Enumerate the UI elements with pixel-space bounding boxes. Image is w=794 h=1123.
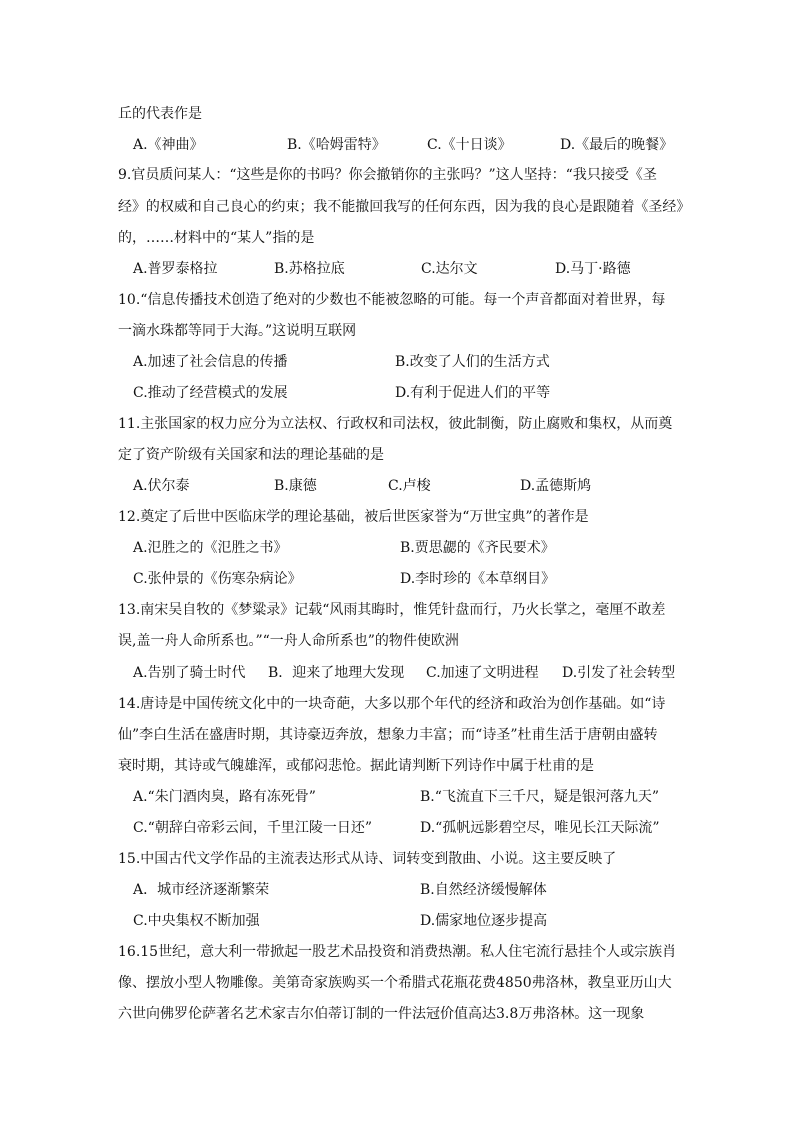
q15-option-a: A．城市经济逐渐繁荣: [133, 882, 270, 898]
q15-option-b: B.自然经济缓慢解体: [420, 882, 547, 898]
question-14-line-1: 14.唐诗是中国传统文化中的一块奇葩，大多以那个年代的经济和政治为创作基础。如“诗: [118, 696, 666, 712]
q8-option-a: A.《神曲》: [133, 137, 204, 153]
question-8-stem-end: 丘的代表作是: [118, 106, 202, 122]
q13-option-b: B．迎来了地理大发现: [268, 665, 405, 681]
q14-option-b: B.“飞流直下三千尺，疑是银河落九天”: [420, 789, 660, 805]
q10-option-b: B.改变了人们的生活方式: [395, 354, 550, 370]
question-10-line-2: 一滴水珠都等同于大海。”这说明互联网: [118, 323, 357, 339]
q9-option-c: C.达尔文: [421, 261, 478, 277]
question-14-line-2: 仙”李白生活在盛唐时期，其诗豪迈奔放，想象力丰富；而“诗圣”杜甫生活于唐朝由盛转: [118, 727, 658, 743]
q14-option-a: A.“朱门酒肉臭，路有冻死骨”: [133, 789, 316, 805]
q12-option-a: A.氾胜之的《氾胜之书》: [133, 540, 288, 556]
q14-option-c: C.“朝辞白帝彩云间，千里江陵一日还”: [133, 820, 372, 836]
q11-option-a: A.伏尔泰: [133, 478, 190, 494]
question-9-line-1: 9.官员质问某人：“这些是你的书吗？你会撤销你的主张吗？”这人坚持：“我只接受《圣: [118, 167, 657, 183]
question-16-line-1: 16.15世纪，意大利一带掀起一股艺术品投资和消费热潮。私人住宅流行悬挂个人或宗族肖: [118, 944, 677, 960]
q13-option-c: C.加速了文明进程: [426, 665, 539, 681]
q14-option-d: D.“孤帆远影碧空尽，唯见长江天际流”: [420, 820, 660, 836]
question-13-line-1: 13.南宋吴自牧的《梦粱录》记载“风雨其晦时，惟凭针盘而行，乃火长掌之，毫厘不敢差: [118, 602, 666, 618]
q9-option-b: B.苏格拉底: [274, 261, 345, 277]
q11-option-d: D.孟德斯鸠: [520, 478, 592, 494]
question-12-line-1: 12.奠定了后世中医临床学的理论基础，被后世医家誉为“万世宝典”的著作是: [118, 509, 589, 525]
q8-option-b: B.《哈姆雷特》: [287, 137, 386, 153]
q8-option-d: D.《最后的晚餐》: [560, 137, 674, 153]
q12-option-c: C.张仲景的《伤寒杂病论》: [133, 571, 302, 587]
question-11-line-1: 11.主张国家的权力应分为立法权、行政权和司法权，彼此制衡，防止腐败和集权，从而奠: [118, 416, 673, 432]
question-9-line-3: 的，……材料中的“某人”指的是: [118, 230, 315, 246]
q12-option-b: B.贾思勰的《齐民要术》: [400, 540, 555, 556]
q10-option-a: A.加速了社会信息的传播: [133, 354, 288, 370]
q10-option-d: D.有利于促进人们的平等: [395, 385, 551, 401]
q15-option-c: C.中央集权不断加强: [133, 913, 260, 929]
q9-option-d: D.马丁·路德: [555, 261, 631, 277]
q13-option-a: A.告别了骑士时代: [133, 665, 246, 681]
q9-option-a: A.普罗泰格拉: [133, 261, 218, 277]
q10-option-c: C.推动了经营模式的发展: [133, 385, 288, 401]
question-11-line-2: 定了资产阶级有关国家和法的理论基础的是: [118, 447, 384, 463]
question-16-line-2: 像、摆放小型人物雕像。美第奇家族购买一个希腊式花瓶花费4850弗洛林，教皇亚历山大: [118, 975, 672, 991]
q15-option-d: D.儒家地位逐步提高: [420, 913, 548, 929]
q11-option-b: B.康德: [274, 478, 317, 494]
q11-option-c: C.卢梭: [388, 478, 431, 494]
question-13-line-2: 误,盖一舟人命所系也。”“一舟人命所系也”的物件使欧洲: [118, 633, 459, 649]
q13-option-d: D.引发了社会转型: [562, 665, 676, 681]
question-9-line-2: 经》的权威和自己良心的约束；我不能撤回我写的任何东西，因为我的良心是跟随着《圣经》: [118, 199, 691, 215]
question-14-line-3: 衰时期，其诗或气魄雄浑，或郁闷悲怆。据此请判断下列诗作中属于杜甫的是: [118, 758, 594, 774]
q12-option-d: D.李时珍的《本草纲目》: [400, 571, 556, 587]
question-15-line-1: 15.中国古代文学作品的主流表达形式从诗、词转变到散曲、小说。这主要反映了: [118, 851, 617, 867]
q8-option-c: C.《十日谈》: [427, 137, 512, 153]
question-10-line-1: 10.“信息传播技术创造了绝对的少数也不能被忽略的可能。每一个声音都面对着世界，每: [118, 292, 666, 308]
question-16-line-3: 六世向佛罗伦萨著名艺术家吉尔伯蒂订制的一件法冠价值高达3.8万弗洛林。这一现象: [118, 1006, 645, 1022]
